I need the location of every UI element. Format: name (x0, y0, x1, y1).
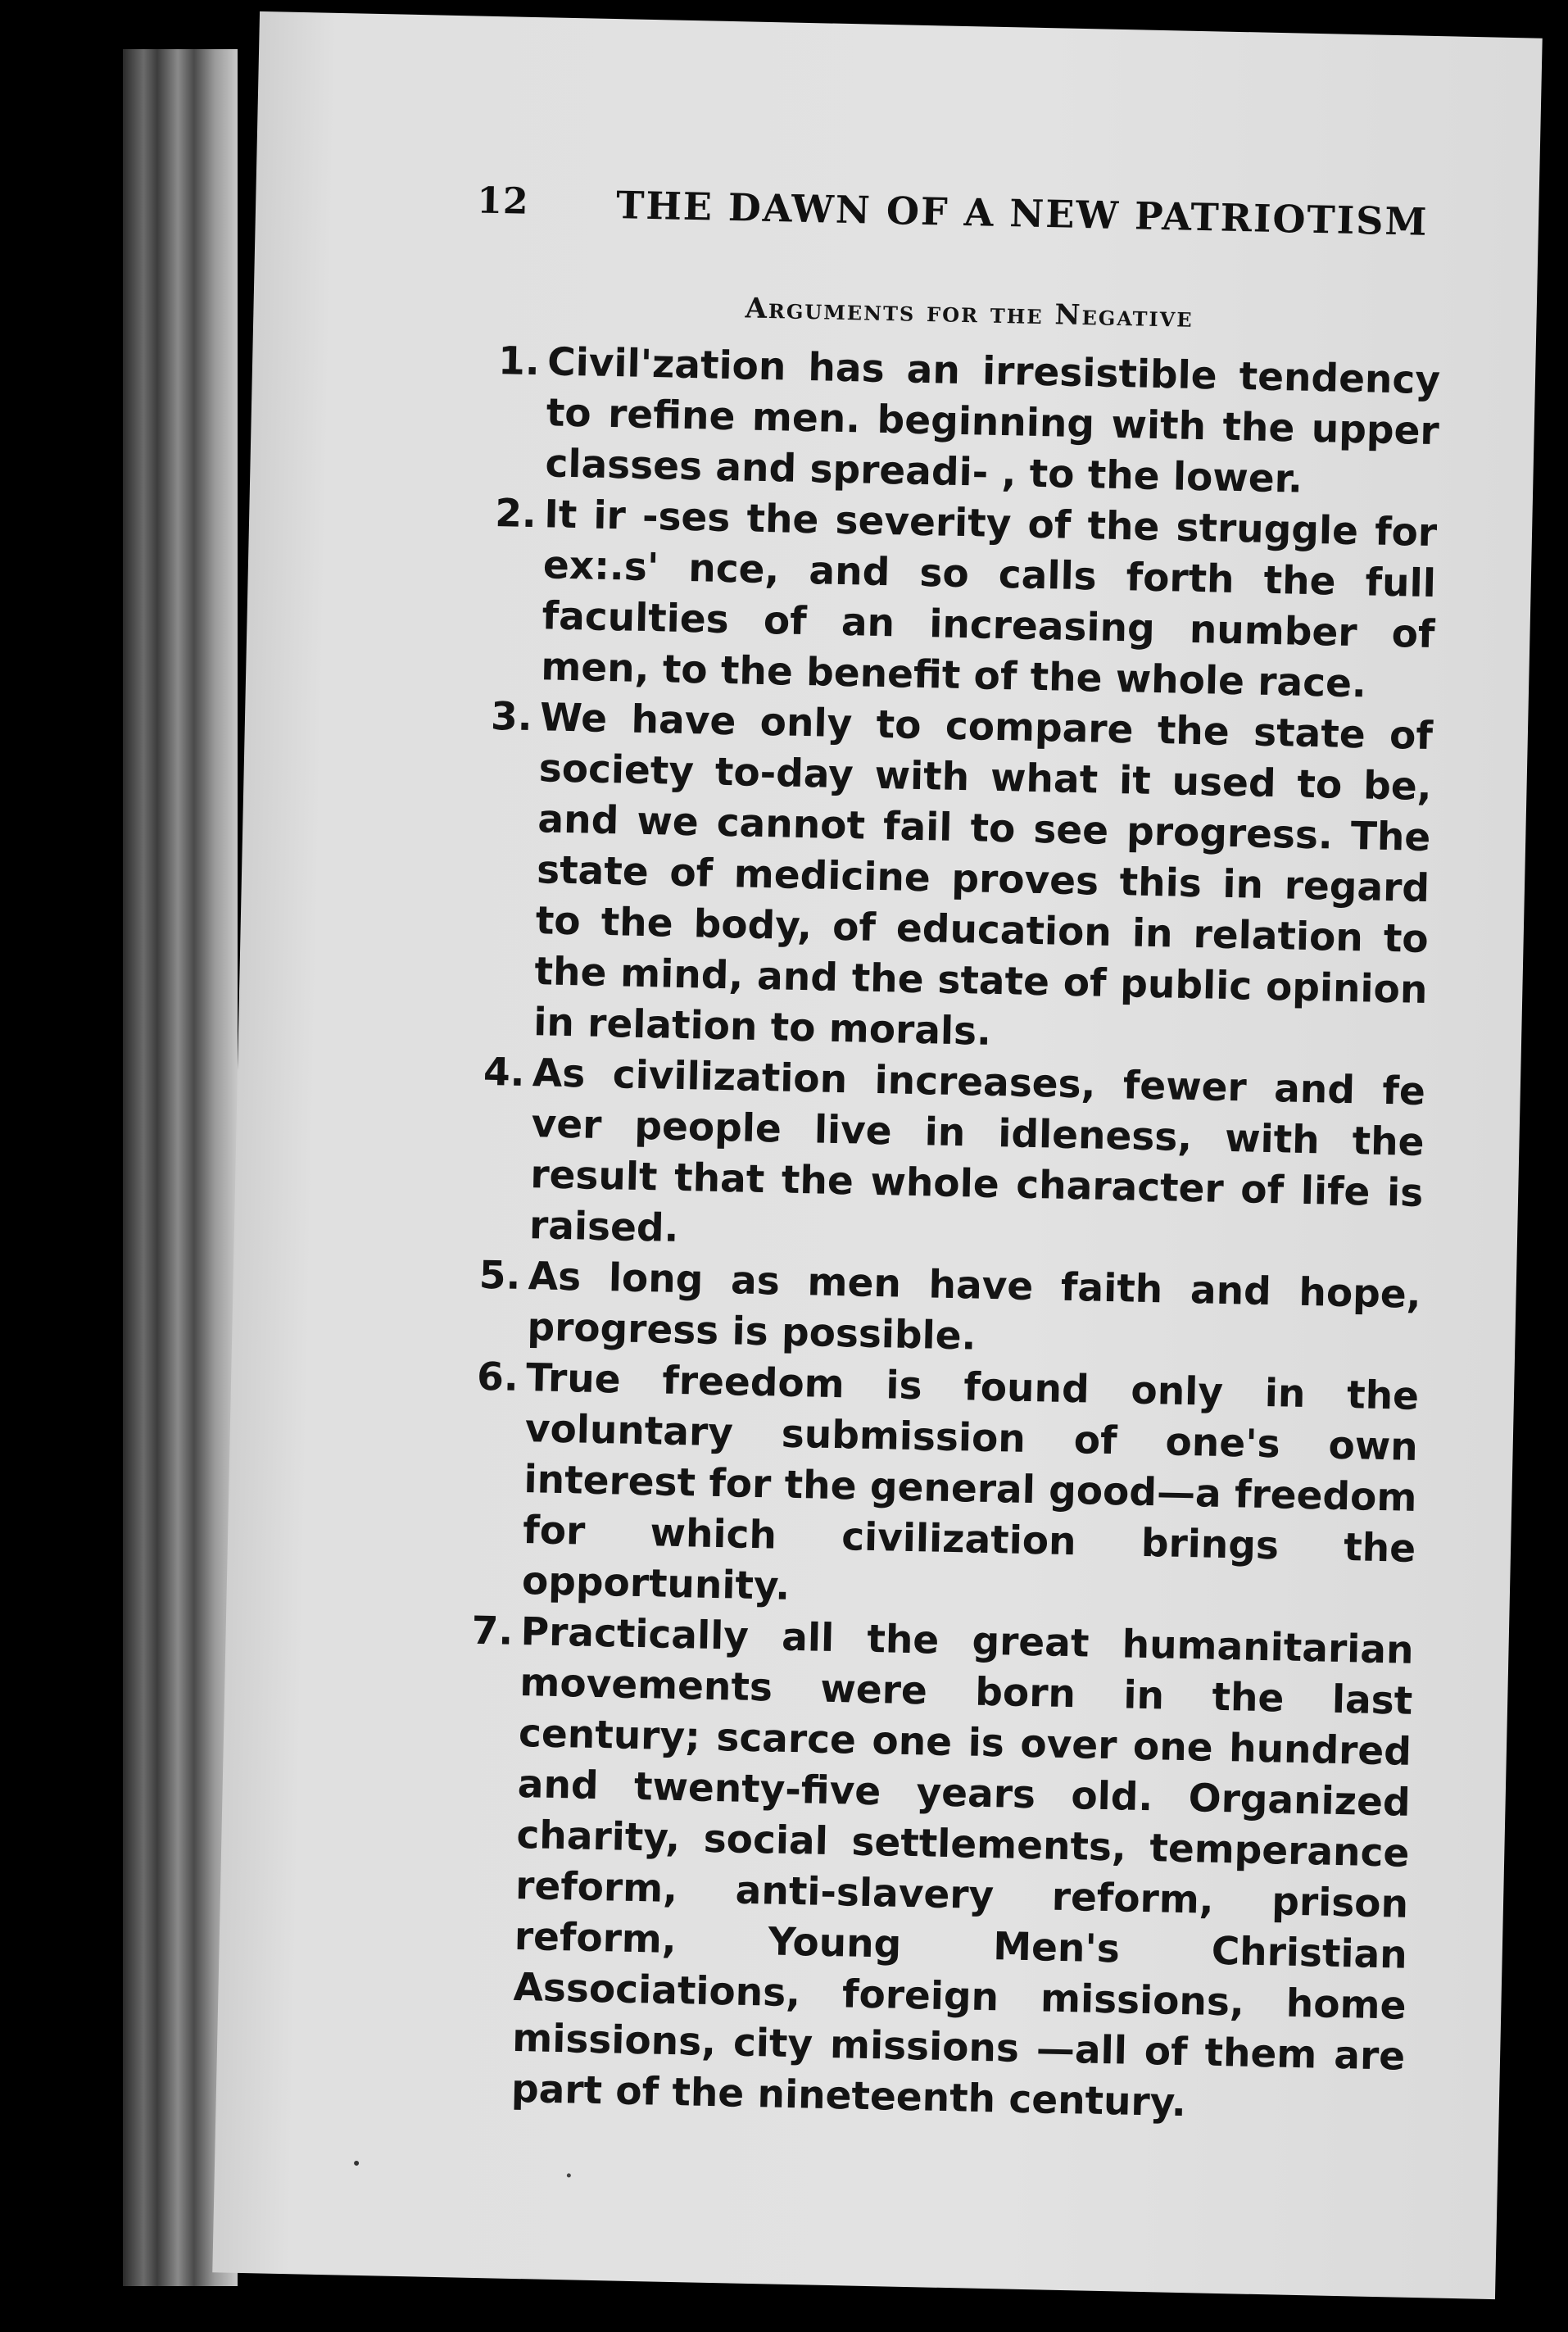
argument-number: 3. (490, 694, 533, 741)
page-speck (567, 2173, 571, 2177)
argument-text: Civil'zation has an irresistible tendency to refine men. beginning with the upper classes and spreadi- , to the lower. (545, 339, 1441, 502)
argument-number: 5. (478, 1252, 521, 1299)
page-speck (354, 2161, 359, 2166)
argument-text: We have only to compare the state of society to-day with what it used to be, and we cannot fail to see progress. The state of medicine proves this in regard to the body, of education in relation to the mind, and the state of public opinion in relation to morals. (532, 695, 1434, 1055)
argument-number: 2. (494, 491, 537, 538)
argument-item (472, 1352, 1419, 1626)
argument-item (484, 692, 1434, 1067)
argument-text: Practically all the great humanitarian movements were born in the last century; scarce one is over one hundred and twenty-five years old. Organized charity, social settlements, temperance reform, anti-slavery reform, prison reform, Young Men's Christian Associations, foreign missions, home missions, city missions —all of them are part of the nineteenth century. (510, 1609, 1415, 2126)
argument-text: It ir -ses the severity of the struggle for ex:.s' nce, and so calls forth the full faculties of an increasing number of men, to the benefit of the whole race. (540, 492, 1438, 707)
argument-number: 4. (483, 1049, 526, 1096)
argument-item (478, 1250, 1421, 1372)
argument-number: 1. (497, 338, 541, 385)
argument-text: As civilization increases, fewer and fe ver people live in idleness, with the result that the whole character of life is raised. (528, 1050, 1426, 1251)
argument-item (479, 1047, 1425, 1270)
argument-number: 6. (476, 1354, 519, 1400)
argument-item (496, 336, 1441, 508)
book-page (212, 11, 1542, 2299)
argument-item (461, 1606, 1414, 2134)
argument-text: As long as men have faith and hope, progress is possible. (526, 1254, 1422, 1359)
arguments-list (461, 336, 1440, 2134)
argument-item (492, 488, 1438, 711)
section-heading: Arguments for the Negative (745, 292, 1194, 334)
running-title: THE DAWN OF A NEW PATRIOTISM (615, 183, 1429, 244)
argument-number: 7. (471, 1608, 514, 1654)
argument-text: True freedom is found only in the voluntary submission of one's own interest for the general good—a freedom for which civilization brings the opportunity. (521, 1355, 1420, 1609)
page-header (476, 180, 1525, 260)
page-number: 12 (476, 179, 530, 223)
